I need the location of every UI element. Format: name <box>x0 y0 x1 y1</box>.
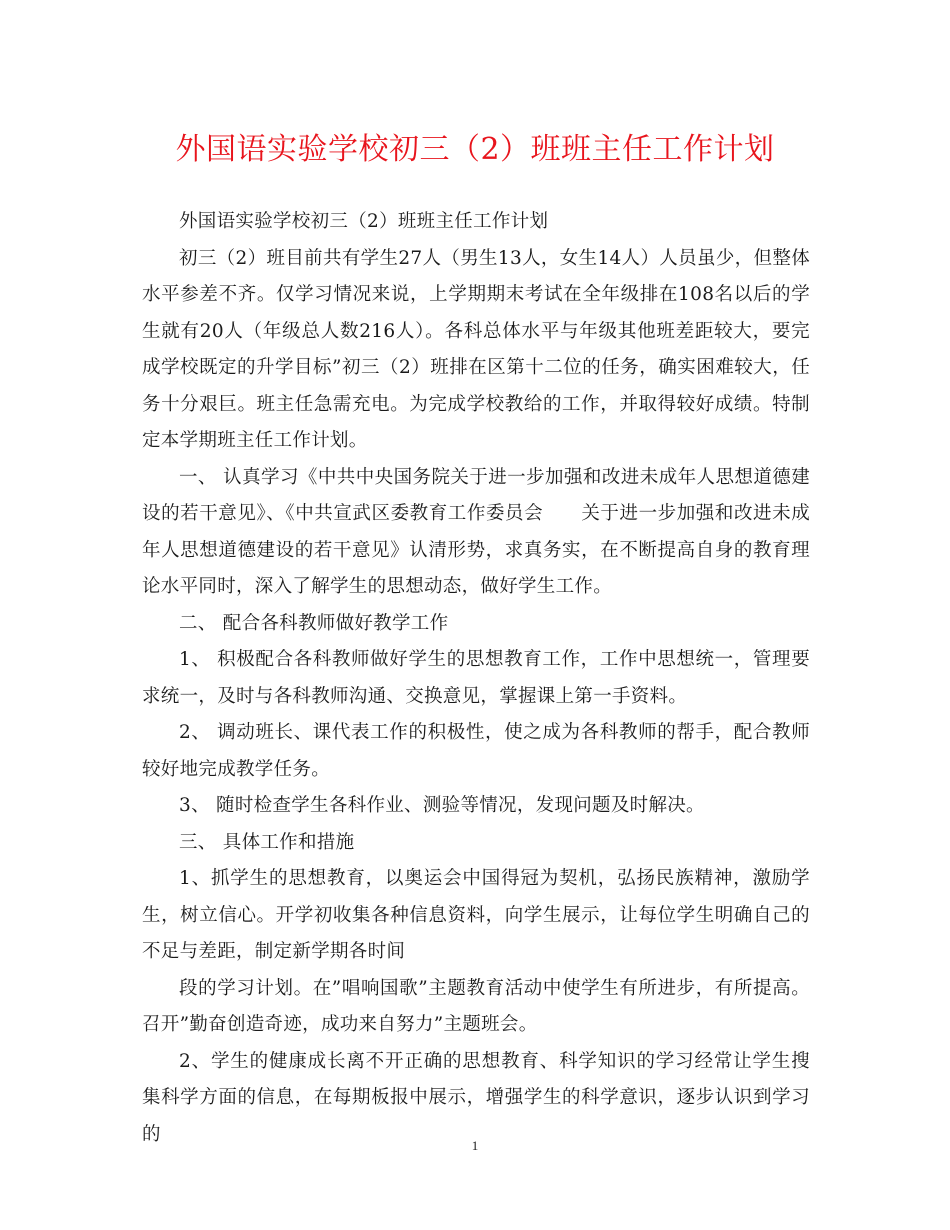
paragraph-section-3-heading: 三、 具体工作和措施 <box>179 831 355 853</box>
paragraph-section-2-item-2: 2、 调动班长、课代表工作的积极性，使之成为各科教师的帮手，配合教师较好地完成教学任务。 <box>142 722 810 780</box>
paragraph-section-3-item-1-cont: 段的学习计划。在”唱响国歌”主题教育活动中使学生有所进步，有所提高。召开”勤奋创造奇迹，成功来自努力”主题班会。 <box>142 977 810 1035</box>
document-title: 外国语实验学校初三（2）班班主任工作计划 <box>175 132 775 167</box>
paragraph-section-1: 一、 认真学习《中共中央国务院关于进一步加强和改进未成年人思想道德建设的若干意见》、《中共宣武区委教育工作委员会 关于进一步加强和改进未成年人思想道德建设的若干意见》认清形势，求真务实，在不断提高自身的教育理论水平同时，深入了解学生的思想动态，做好学生工作。 <box>142 466 810 597</box>
paragraph-section-2-heading: 二、 配合各科教师做好教学工作 <box>179 612 449 634</box>
paragraph-section-2-item-3: 3、 随时检查学生各科作业、测验等情况，发现问题及时解决。 <box>179 795 705 816</box>
page-number: 1 <box>471 1138 479 1153</box>
paragraph-intro: 初三（2）班目前共有学生27人（男生13人，女生14人）人员虽少，但整体水平参差不齐。仅学习情况来说，上学期期末考试在全年级排在108名以后的学生就有20人（年级总人数216人）。各科总体水平与年级其他班差距较大，要完成学校既定的升学目标”初三（2）班排在区第十二位的任务，确实困难较大，任务十分艰巨。班主任急需充电。为完成学校教给的工作，并取得较好成绩。特制定本学期班主任工作计划。 <box>142 247 810 451</box>
paragraph-subtitle: 外国语实验学校初三（2）班班主任工作计划 <box>179 211 549 232</box>
paragraph-section-3-item-2: 2、学生的健康成长离不开正确的思想教育、科学知识的学习经常让学生搜集科学方面的信息，在每期板报中展示，增强学生的科学意识，逐步认识到学习的 <box>142 1050 810 1145</box>
document-body <box>142 204 810 1153</box>
paragraph-section-3-item-1: 1、抓学生的思想教育，以奥运会中国得冠为契机，弘扬民族精神，激励学生，树立信心。开学初收集各种信息资料，向学生展示，让每位学生明确自己的不足与差距，制定新学期各时间 <box>142 868 810 962</box>
paragraph-section-2-item-1: 1、 积极配合各科教师做好学生的思想教育工作，工作中思想统一，管理要求统一，及时与各科教师沟通、交换意见，掌握课上第一手资料。 <box>142 649 810 707</box>
